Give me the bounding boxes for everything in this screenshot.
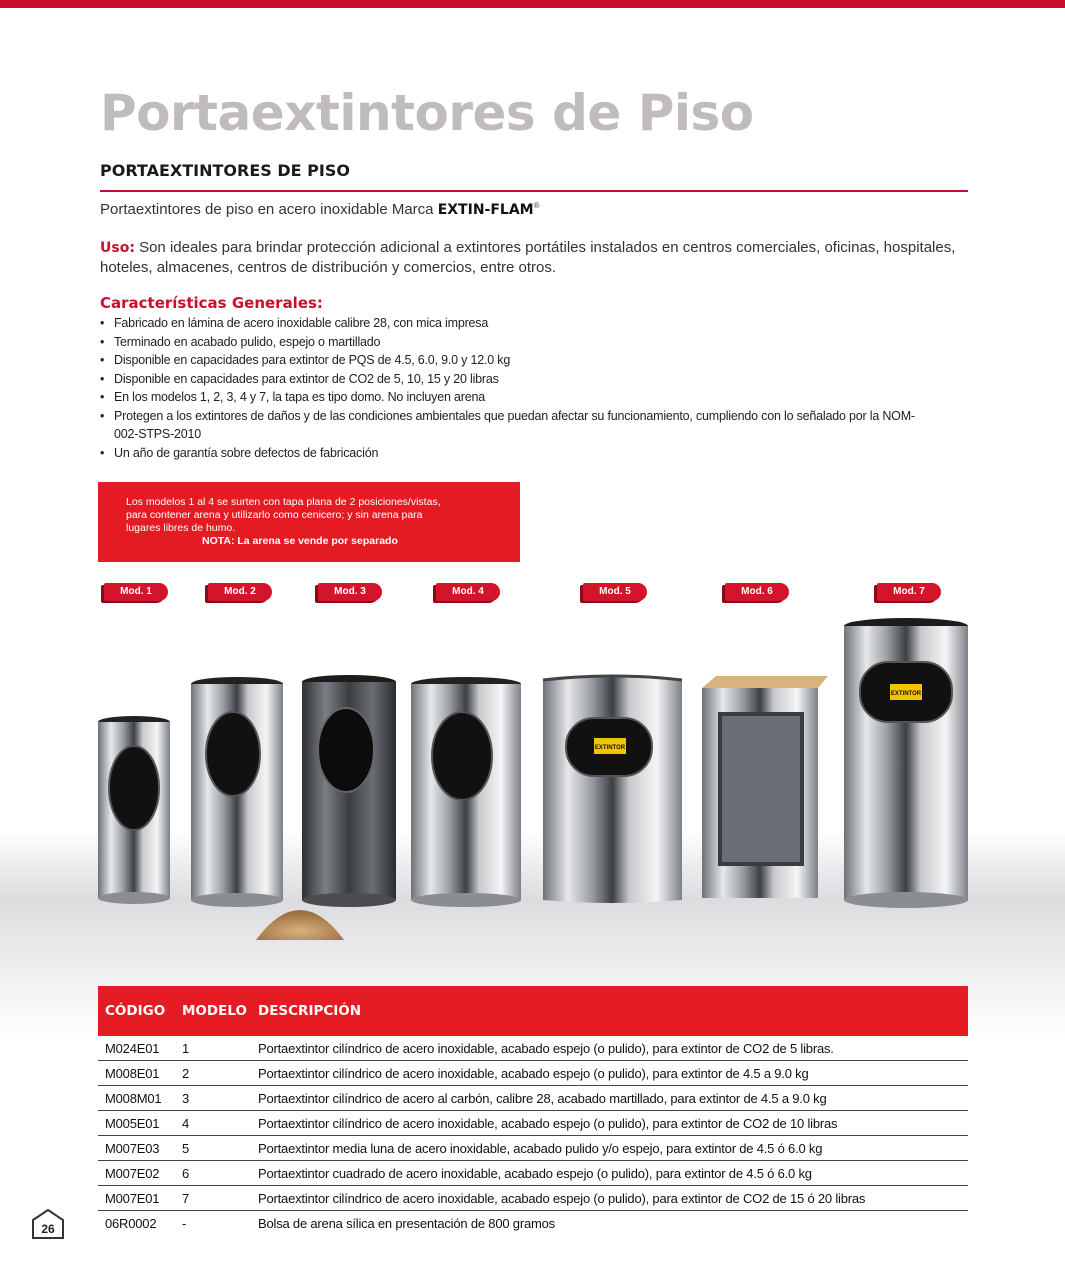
product-mod-7 xyxy=(844,618,968,908)
model-tag-4: Mod. 4 xyxy=(436,583,500,601)
features-list xyxy=(100,314,920,462)
cell-codigo: M008E01 xyxy=(105,1065,160,1081)
cell-descripcion: Portaextintor cilíndrico de acero inoxidable, acabado espejo (o pulido), para extintor de CO2 de 10 libras xyxy=(258,1115,838,1131)
products-table xyxy=(98,986,968,1236)
brand-name: EXTIN-FLAM xyxy=(437,202,534,218)
feature-item: • Disponible en capacidades para extintor de PQS de 4.5, 6.0, 9.0 y 12.0 kg xyxy=(100,351,920,370)
top-accent-bar xyxy=(0,0,1065,8)
feature-item: • Disponible en capacidades para extintor de CO2 de 5, 10, 15 y 20 libras xyxy=(100,370,920,389)
section-title: PORTAEXTINTORES DE PISO xyxy=(100,161,350,180)
table-row xyxy=(98,1061,968,1086)
uso-text: Son ideales para brindar protección adicional a extintores portátiles instalados en centros comerciales, oficinas, hospitales, hoteles, almacenes, centros de distribución y comercios, entre otros. xyxy=(100,239,956,276)
model-tag-2: Mod. 2 xyxy=(208,583,272,601)
table-row xyxy=(98,1086,968,1111)
product-mod-6 xyxy=(702,676,828,898)
cell-modelo: 6 xyxy=(182,1165,190,1181)
table-row xyxy=(98,1036,968,1061)
page-title: Portaextintores de Piso xyxy=(100,84,754,142)
cell-codigo: 06R0002 xyxy=(105,1216,157,1231)
cell-codigo: M007E03 xyxy=(105,1140,160,1156)
cell-descripcion: Portaextintor cuadrado de acero inoxidable, acabado espejo (o pulido), para extintor de 4.5 ó 6.0 kg xyxy=(258,1165,812,1181)
cell-codigo: M024E01 xyxy=(105,1040,160,1056)
note-nota: NOTA: La arena se vende por separado xyxy=(202,535,398,547)
feature-item: • Fabricado en lámina de acero inoxidable calibre 28, con mica impresa xyxy=(100,314,920,333)
feature-item: • En los modelos 1, 2, 3, 4 y 7, la tapa es tipo domo. No incluyen arena xyxy=(100,388,920,407)
cell-codigo: M007E02 xyxy=(105,1165,160,1181)
table-header xyxy=(98,986,968,1036)
cell-descripcion: Bolsa de arena sílica en presentación de 800 gramos xyxy=(258,1216,555,1231)
label-text-mod-5: EXTINTOR xyxy=(594,745,626,751)
header-descripcion: DESCRIPCIÓN xyxy=(258,1003,362,1019)
features-title: Características Generales: xyxy=(100,294,323,312)
page-number: 26 xyxy=(41,1222,55,1236)
table-row xyxy=(98,1136,968,1161)
cell-descripcion: Portaextintor cilíndrico de acero inoxidable, acabado espejo (o pulido), para extintor de 4.5 a 9.0 kg xyxy=(258,1065,809,1081)
page-number-badge xyxy=(30,1208,66,1240)
header-codigo: CÓDIGO xyxy=(105,1003,166,1019)
product-mod-5 xyxy=(543,676,682,903)
model-tag-1: Mod. 1 xyxy=(104,583,168,601)
cell-modelo: 5 xyxy=(182,1140,190,1156)
uso-label: Uso: xyxy=(100,240,135,256)
note-box xyxy=(98,482,520,562)
feature-item: • Terminado en acabado pulido, espejo o martillado xyxy=(100,333,920,352)
cell-codigo: M005E01 xyxy=(105,1115,160,1131)
cell-codigo: M008M01 xyxy=(105,1090,162,1106)
note-line: Los modelos 1 al 4 se surten con tapa plana de 2 posiciones/vistas, xyxy=(126,496,441,508)
cell-modelo: 7 xyxy=(182,1190,190,1206)
cell-modelo: - xyxy=(182,1216,187,1231)
cell-modelo: 2 xyxy=(182,1065,190,1081)
cell-modelo: 1 xyxy=(182,1040,190,1056)
model-tag-6: Mod. 6 xyxy=(725,583,789,601)
table-row xyxy=(98,1211,968,1236)
intro-copy: Portaextintores de piso en acero inoxidable Marca xyxy=(100,201,438,218)
cell-descripcion: Portaextintor cilíndrico de acero inoxidable, acabado espejo (o pulido), para extintor de CO2 de 5 libras. xyxy=(258,1040,834,1056)
registered-mark: ® xyxy=(533,201,540,210)
feature-item: • Un año de garantía sobre defectos de fabricación xyxy=(100,444,920,463)
label-text-mod-7: EXTINTOR xyxy=(890,691,922,697)
product-mod-3 xyxy=(302,675,396,907)
note-line: lugares libres de humo. xyxy=(126,522,236,534)
cell-descripcion: Portaextintor cilíndrico de acero inoxidable, acabado espejo (o pulido), para extintor de CO2 de 15 ó 20 libras xyxy=(258,1190,866,1206)
cell-codigo: M007E01 xyxy=(105,1190,160,1206)
table-row xyxy=(98,1161,968,1186)
feature-item: • Protegen a los extintores de daños y de las condiciones ambientales que puedan afectar su funcionamiento, cumpliendo con lo señalado por la NOM-002-STPS-2010 xyxy=(100,407,920,444)
table-row xyxy=(98,1186,968,1211)
product-mod-1 xyxy=(98,716,170,904)
product-illustrations xyxy=(0,600,1065,940)
cell-modelo: 4 xyxy=(182,1115,190,1131)
cell-descripcion: Portaextintor media luna de acero inoxidable, acabado pulido y/o espejo, para extintor de 4.5 ó 6.0 kg xyxy=(258,1140,823,1156)
note-line: para contener arena y utilizarlo como cenicero; y sin arena para xyxy=(126,509,423,521)
model-tag-5: Mod. 5 xyxy=(583,583,647,601)
product-mod-2 xyxy=(191,677,283,907)
model-tag-7: Mod. 7 xyxy=(877,583,941,601)
intro-text xyxy=(100,201,540,218)
cell-modelo: 3 xyxy=(182,1090,190,1106)
cell-descripcion: Portaextintor cilíndrico de acero al carbón, calibre 28, acabado martillado, para extintor de 4.5 a 9.0 kg xyxy=(258,1090,827,1106)
uso-paragraph xyxy=(100,238,980,277)
sand-pile-image xyxy=(256,910,344,940)
header-modelo: MODELO xyxy=(182,1003,247,1019)
table-row xyxy=(98,1111,968,1136)
product-mod-4 xyxy=(411,677,521,907)
section-divider xyxy=(100,190,968,192)
model-tag-3: Mod. 3 xyxy=(318,583,382,601)
